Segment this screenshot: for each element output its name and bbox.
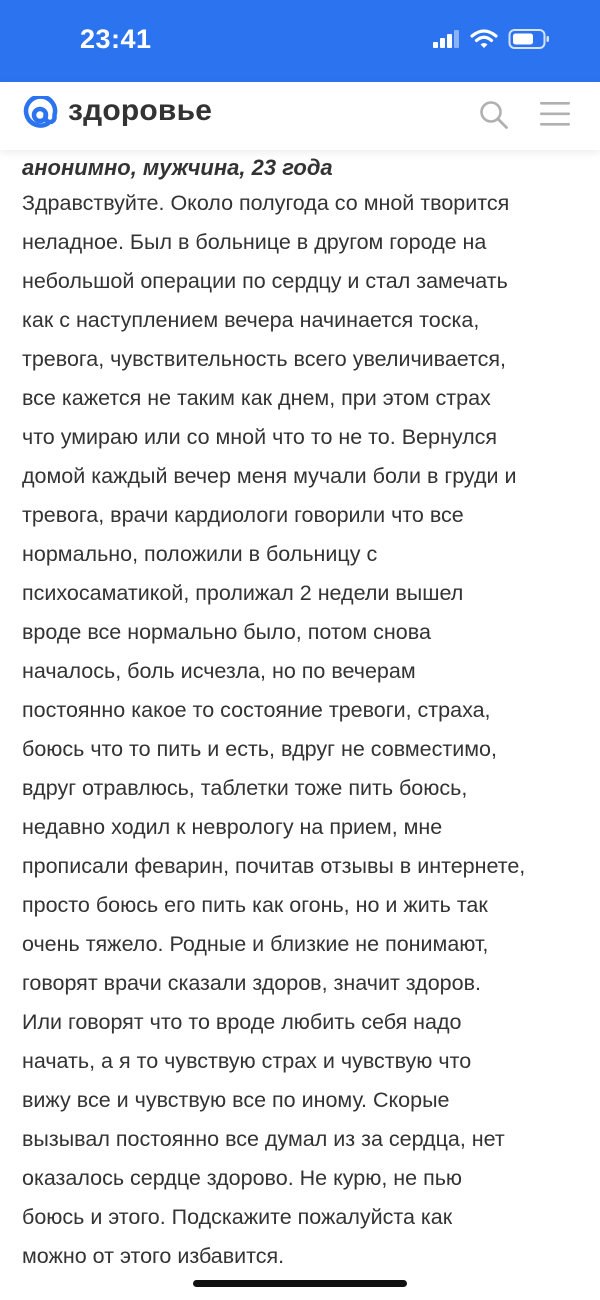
app-header	[0, 82, 600, 150]
status-bar	[0, 0, 600, 82]
question-line: небольшой операции по сердцу и стал замечать	[22, 269, 508, 293]
battery-icon	[508, 28, 550, 50]
question-line: неладное. Был в больнице в другом городе на	[22, 230, 487, 254]
question-line: боюсь и этого. Подскажите пожалуйста как	[22, 1205, 453, 1229]
hamburger-menu-icon	[540, 101, 570, 127]
question-line: Или говорят что то вроде любить себя надо	[22, 1010, 462, 1034]
question-line: что умираю или со мной что то не то. Вернулся	[22, 425, 498, 449]
question-line: очень тяжело. Родные и близкие не понимают,	[22, 932, 489, 956]
question-line: тревога, врачи кардиологи говорили что все	[22, 503, 464, 527]
question-line: недавно ходил к неврологу на прием, мне	[22, 815, 443, 839]
question-line: психосаматикой, пролижал 2 недели вышел	[22, 581, 464, 605]
status-icons	[432, 28, 550, 50]
wifi-icon	[470, 29, 498, 49]
question-line: боюсь что то пить и есть, вдруг не совместимо,	[22, 737, 497, 761]
question-line: началось, боль исчезла, но по вечерам	[22, 659, 416, 683]
search-icon	[478, 99, 510, 131]
question-line: прописали феварин, почитав отзывы в интернете,	[22, 854, 526, 878]
question-line: вроде все нормально было, потом снова	[22, 620, 431, 644]
menu-button[interactable]	[540, 101, 570, 127]
author-line: анонимно, мужчина, 23 года	[22, 155, 333, 180]
home-indicator[interactable]	[193, 1280, 407, 1287]
at-sign-logo-icon[interactable]	[21, 96, 59, 134]
question-line: начать, а я то чувствую страх и чувствую что	[22, 1049, 472, 1073]
logo-text[interactable]: здоровье	[68, 94, 213, 127]
question-content	[22, 152, 582, 1276]
search-button[interactable]	[478, 99, 510, 131]
question-line: все кажется не таким как днем, при этом страх	[22, 386, 491, 410]
question-line: оказалось сердце здорово. Не курю, не пью	[22, 1166, 463, 1190]
question-line: постоянно какое то состояние тревоги, страха,	[22, 698, 491, 722]
question-line: нормально, положили в больницу с	[22, 542, 378, 566]
question-line: говорят врачи сказали здоров, значит здоров.	[22, 971, 481, 995]
question-line: вызывал постоянно все думал из за сердца, нет	[22, 1127, 505, 1151]
question-line: тревога, чувствительность всего увеличивается,	[22, 347, 507, 371]
status-time: 23:41	[80, 24, 152, 54]
question-line: Здравствуйте. Около полугода со мной творится	[22, 191, 510, 215]
cellular-signal-icon	[432, 29, 460, 49]
question-line: как с наступлением вечера начинается тоска,	[22, 308, 480, 332]
question-text	[22, 184, 582, 1276]
question-line: просто боюсь его пить как огонь, но и жить так	[22, 893, 488, 917]
question-line: вижу все и чувствую все по иному. Скорые	[22, 1088, 450, 1112]
question-line: вдруг отравлюсь, таблетки тоже пить боюсь,	[22, 776, 468, 800]
question-line: можно от этого избавится.	[22, 1244, 285, 1268]
question-line: домой каждый вечер меня мучали боли в груди и	[22, 464, 517, 488]
